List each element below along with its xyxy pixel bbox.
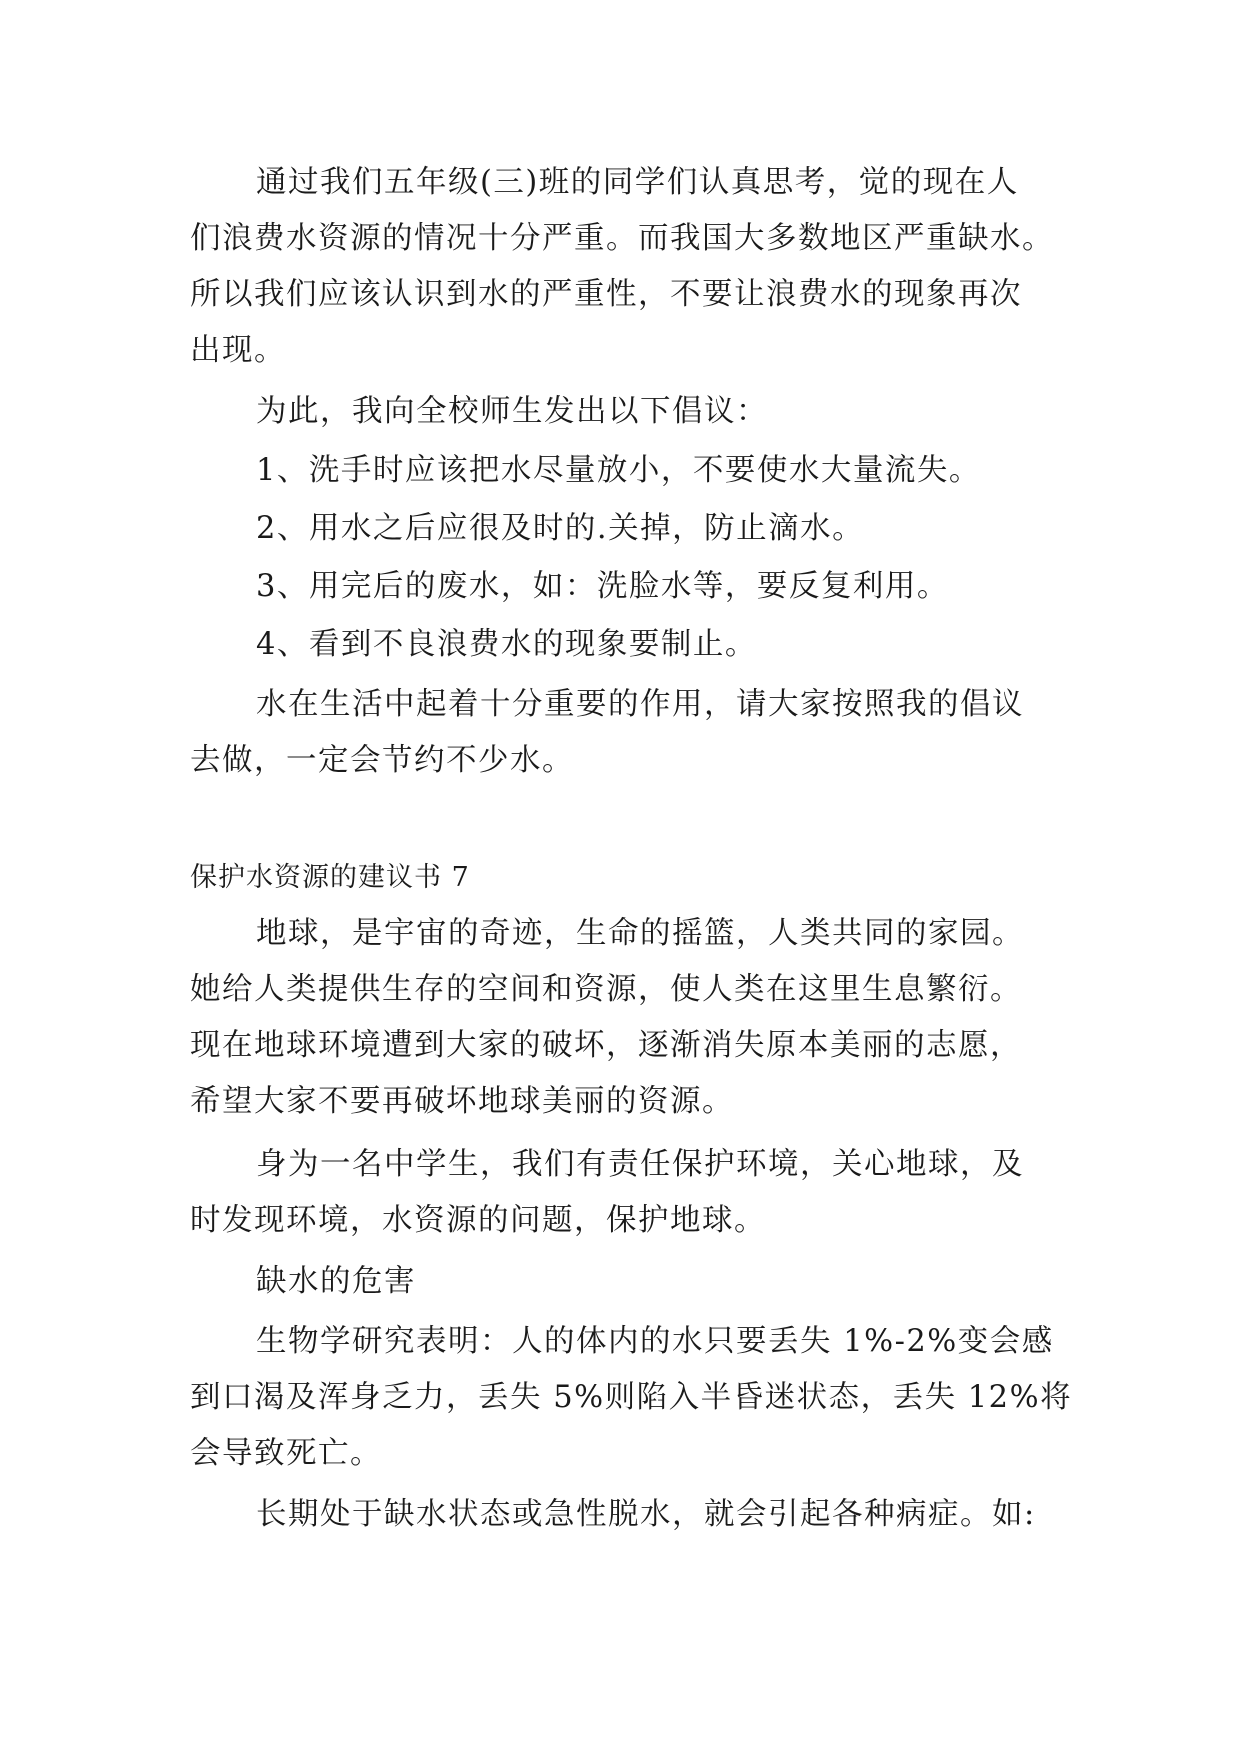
list-item: 4、看到不良浪费水的现象要制止。 — [256, 627, 757, 662]
paragraph-line: 到口渴及浑身乏力，丢失 5%则陷入半昏迷状态，丢失 12%将 — [190, 1380, 1073, 1415]
paragraph-line: 生物学研究表明：人的体内的水只要丢失 1%-2%变会感 — [256, 1324, 1054, 1359]
paragraph-line: 长期处于缺水状态或急性脱水，就会引起各种病症。如: — [256, 1497, 1036, 1532]
paragraph-line: 会导致死亡。 — [190, 1436, 382, 1471]
subheading: 缺水的危害 — [256, 1264, 416, 1299]
paragraph-line: 她给人类提供生存的空间和资源，使人类在这里生息繁衍。 — [190, 972, 1022, 1007]
paragraph-line: 现在地球环境遭到大家的破坏，逐渐消失原本美丽的志愿， — [190, 1028, 1022, 1063]
paragraph-line: 地球，是宇宙的奇迹，生命的摇篮，人类共同的家园。 — [256, 916, 1024, 951]
section-heading: 保护水资源的建议书 7 — [190, 862, 470, 893]
paragraph-line: 时发现环境，水资源的问题，保护地球。 — [190, 1203, 766, 1238]
list-item: 1、洗手时应该把水尽量放小，不要使水大量流失。 — [256, 453, 981, 488]
paragraph-line: 希望大家不要再破坏地球美丽的资源。 — [190, 1084, 734, 1119]
paragraph-line: 去做，一定会节约不少水。 — [190, 743, 574, 778]
paragraph-line: 们浪费水资源的情况十分严重。而我国大多数地区严重缺水。 — [190, 221, 1054, 256]
paragraph-line: 出现。 — [190, 333, 286, 368]
list-item: 2、用水之后应很及时的.关掉，防止滴水。 — [256, 511, 865, 546]
paragraph-line: 所以我们应该认识到水的严重性，不要让浪费水的现象再次 — [190, 277, 1022, 312]
paragraph-line: 水在生活中起着十分重要的作用，请大家按照我的倡议 — [256, 687, 1024, 722]
paragraph-line: 通过我们五年级(三)班的同学们认真思考，觉的现在人 — [256, 165, 1019, 200]
paragraph-line: 为此，我向全校师生发出以下倡议： — [256, 394, 768, 429]
list-item: 3、用完后的废水，如：洗脸水等，要反复利用。 — [256, 569, 949, 604]
paragraph-line: 身为一名中学生，我们有责任保护环境，关心地球，及 — [256, 1147, 1024, 1182]
